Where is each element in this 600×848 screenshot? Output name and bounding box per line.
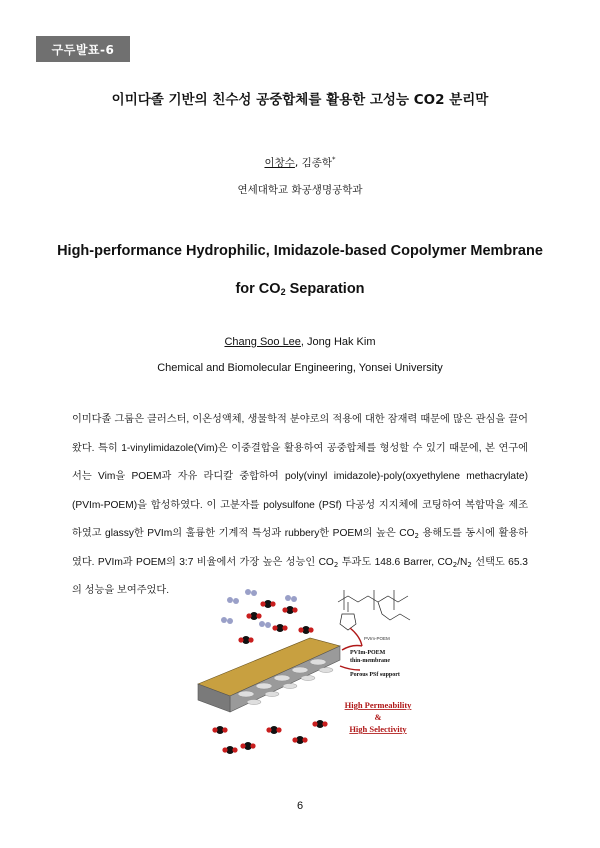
korean-author-corresponding: , 김종학 xyxy=(294,157,333,169)
korean-authors xyxy=(0,155,600,170)
english-title-line2: for $CO_2$ Separation xyxy=(235,281,365,297)
english-title-line1: High-performance Hydrophilic, Imidazole-based Copolymer Membrane xyxy=(57,243,543,259)
english-author-corresponding: , Jong Hak Kim xyxy=(300,336,376,348)
membrane-slab-icon xyxy=(198,638,340,712)
page-number: 6 xyxy=(296,800,304,812)
figure-label-coating: PVIm-POEM xyxy=(350,650,386,656)
figure-label-support: Porous PSf support xyxy=(350,672,400,678)
structure-label: PVIm-POEM xyxy=(364,636,390,641)
membrane-figure xyxy=(190,580,430,760)
english-author-presenter: Chang Soo Lee xyxy=(224,336,301,348)
english-authors xyxy=(0,336,600,348)
result-ampersand: & xyxy=(374,712,382,722)
session-tag: 구두발표-6 xyxy=(36,36,130,62)
chemical-structure-icon xyxy=(338,590,410,630)
corresponding-mark: * xyxy=(332,155,336,164)
result-selectivity: High Selectivity xyxy=(349,724,407,734)
english-affiliation: Chemical and Biomolecular Engineering, Yonsei University xyxy=(157,362,443,374)
abstract-paragraph: 이미다졸 그룹은 클러스터, 이온성액체, 생물학적 분야로의 적용에 대한 잠재력 때문에 많은 관심을 끌어왔다. 특히 1-vinylimidazole(Vim)은 이중결합을 활용하여 공중합체를 형성할 수 있기 때문에, 본 연구에서는 Vim을 POEM과 자유 라디칼 중합하여 poly(vinyl imidazole)-poly(oxyethylene methacrylate) (PVIm-POEM)을 합성하였다. 이 고분자를 polysulfone (PSf) 다공성 지지체에 코팅하여 복합막을 제조하였고 glassy한 PVIm의 훌륭한 기계적 특성과 rubbery한 POEM의 높은 $CO_2$ 용해도를 동시에 활용하였다. PVIm과 POEM의 3:7 비율에서 가장 높은 성능인 $CO_2$ 투과도 148.6 Barrer, $CO_2/N_2$ 선택도 65.3의 성능을 보여주었다. xyxy=(72,414,529,596)
result-permeability: High Permeability xyxy=(344,700,412,710)
korean-author-presenter: 이창수 xyxy=(264,157,295,169)
figure-label-thin-membrane: thin-membrane xyxy=(350,658,390,664)
english-title xyxy=(0,232,600,308)
korean-affiliation: 연세대학교 화공생명공학과 xyxy=(237,184,363,196)
korean-title: 이미다졸 기반의 친수성 공중합체를 활용한 고성능 CO2 분리막 xyxy=(111,92,489,108)
